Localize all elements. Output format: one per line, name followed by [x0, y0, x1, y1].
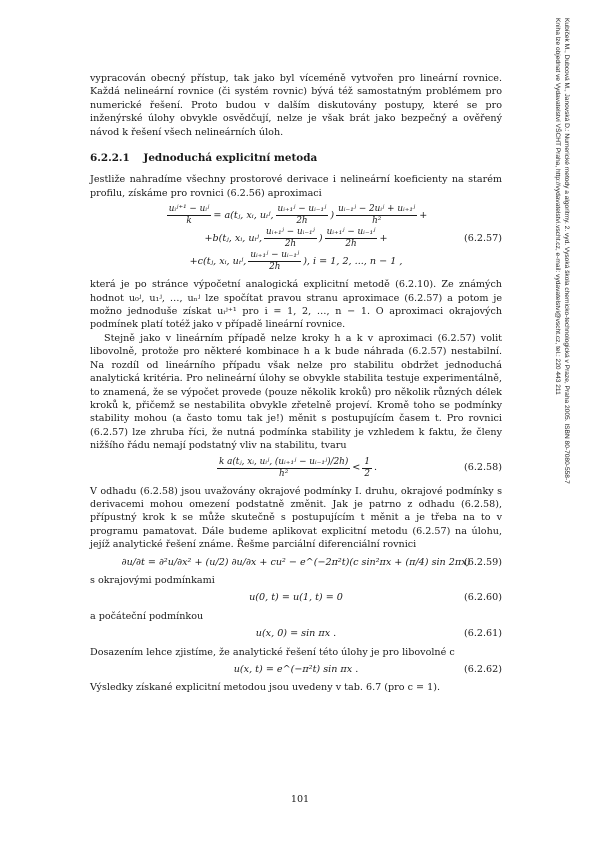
row1-fraction-b-den: h²	[372, 216, 382, 227]
copyright-text	[553, 18, 571, 484]
paragraph-stability: Stejně jako v lineárním případě nelze kroky h a k v aproximaci (6.2.57) volit libovolně, protože pro některé kombinace h a k bude náhrada (6.2.57) nestabilní. Na rozdíl od lineárního případu však nelze pro stabilitu obdržet jednoduchá analytická kritéria. Pro nelineární úlohy se obvykle stabilita testuje experimentálně, to znamená, že se výpočet provede (pouze několik kroků) pro několik různých délek kroků k, přičemž se nestabilita obvykle zřetelně projeví. Kromě toho se podmínky stability mohou (a často tomu tak je!) měnit s postupujícím časem t. Pro rovnici (6.2.57) lze zhruba říci, že nutná podmínka stability je vzhledem k faktu, že členy nižšího řádu nemají podstatný vliv na stabilitu, tvaru	[90, 332, 502, 452]
equation-6-2-58	[90, 457, 502, 480]
row1-start: = a(tⱼ, xᵢ, uᵢʲ,	[213, 210, 274, 222]
stability-rhs-den: 2	[364, 468, 370, 479]
equation-number: (6.2.62)	[463, 664, 502, 675]
equation-6-2-57	[90, 204, 502, 273]
equation-number: (6.2.60)	[463, 592, 502, 604]
row1-fraction-a	[276, 204, 329, 227]
equation-number: (6.2.61)	[463, 628, 502, 640]
pde-expression: ∂u/∂t = ∂²u/∂x² + (u/2) ∂u/∂x + cu² − e^(−2π²t)(c sin²πx + (π/4) sin 2πx)	[121, 556, 471, 568]
paragraph-analytic-solution: Dosazením lehce zjistíme, že analytické řešení této úlohy je pro libovolné c	[90, 646, 455, 658]
equation-number: (6.2.59)	[463, 556, 502, 568]
lhs-numerator: uᵢʲ⁺¹ − uᵢʲ	[168, 204, 210, 215]
row1-fraction-b	[336, 204, 417, 227]
row2-fraction-a-num: uᵢ₊₁ʲ − uᵢ₋₁ʲ	[266, 227, 315, 238]
row1-fraction-a-den: 2h	[296, 216, 308, 227]
equation-6-2-58-row	[90, 457, 502, 480]
stability-rhs	[362, 457, 372, 480]
stability-relation: <	[352, 462, 361, 474]
copyright-sidebar	[551, 18, 571, 578]
stability-numerator: k a(tⱼ, xᵢ, uᵢʲ, (uᵢ₊₁ʲ − uᵢ₋₁ʲ)/2h)	[219, 456, 349, 467]
paragraph-initial-condition: a počáteční podmínkou	[90, 610, 204, 622]
row1-fraction-b-num: uᵢ₋₁ʲ − 2uᵢʲ + uᵢ₊₁ʲ	[338, 204, 416, 215]
row3-close: ), i = 1, 2, ..., n − 1 ,	[303, 256, 403, 268]
equation-number: (6.2.57)	[463, 233, 502, 245]
boundary-condition-expression: u(0, t) = u(1, t) = 0	[249, 592, 343, 604]
lhs-fraction	[167, 204, 212, 227]
order-info-line: Kniha lze objednat ve Vydavatelství VŠCHT Praha, http://vydavatelstvi.vscht.cz, e-mail: vydavatelstvi@vscht.cz, tel.: 220 443 211	[554, 18, 561, 395]
row2-fraction-a	[264, 227, 317, 250]
stability-denominator: h²	[279, 468, 289, 479]
analytic-solution-expression: u(x, t) = e^(−π²t) sin πx .	[233, 664, 359, 675]
equation-row-1	[90, 204, 502, 227]
section-heading	[90, 152, 502, 165]
equation-number: (6.2.58)	[463, 462, 502, 474]
section-number: 6.2.2.1	[90, 152, 130, 165]
row2-plus: +	[379, 233, 388, 245]
citation-line: Kubíček M., Dubcová M., Janovská D.: Numerické metody a algoritmy. 2. vyd. Vysoká škola chemicko-technologická v Praze, Praha 2005. ISBN 80-7080-558-7	[563, 18, 570, 484]
paragraph-approximation: Jestliže nahradíme všechny prostorové derivace i nelineární koeficienty na starém profilu, získáme pro rovnici (6.2.56) aproximaci	[90, 174, 502, 199]
row2-start: +b(tⱼ, xᵢ, uᵢʲ,	[204, 233, 263, 245]
equation-6-2-62-row	[90, 663, 502, 676]
stability-fraction	[217, 457, 350, 480]
equation-6-2-59	[90, 556, 502, 569]
paragraph-explicit-analogy: která je po stránce výpočetní analogická explicitní metodě (6.2.10). Ze známých hodnot u₀ʲ, u₁ʲ, …, uₙʲ lze spočítat pravou stranu aproximace (6.2.57) a potom je možno jednoduše získat uᵢʲ⁺¹ pro i = 1, 2, …, n − 1. O aproximaci okrajových podmínek platí totéž jako v případě lineární rovnice.	[90, 279, 502, 331]
equation-6-2-62	[90, 663, 502, 676]
row2-fraction-a-den: 2h	[284, 239, 297, 250]
row1-plus: +	[419, 210, 428, 222]
initial-condition-expression: u(x, 0) = sin πx .	[255, 628, 337, 640]
paragraph-results: Výsledky získané explicitní metodou jsou uvedeny v tab. 6.7 (pro c = 1).	[90, 682, 440, 694]
equation-6-2-60-row	[90, 591, 502, 604]
page-number: 101	[290, 794, 310, 805]
row2-fraction-b-num: uᵢ₊₁ʲ − uᵢ₋₁ʲ	[326, 227, 376, 238]
row2-close: )	[318, 233, 323, 245]
section-title: Jednoduchá explicitní metoda	[143, 152, 318, 165]
row1-close: )	[330, 210, 335, 222]
row3-fraction-a-num: uᵢ₊₁ʲ − uᵢ₋₁ʲ	[250, 250, 300, 261]
equation-6-2-61-row	[90, 627, 502, 640]
stability-tail: .	[373, 462, 377, 474]
equation-row-3	[90, 250, 502, 273]
row3-fraction-a-den: 2h	[269, 262, 281, 273]
row2-fraction-b-den: 2h	[345, 239, 357, 250]
equation-6-2-61	[90, 627, 502, 640]
row3-start: +c(tⱼ, xᵢ, uᵢʲ,	[189, 256, 247, 268]
paragraph-boundary-note: V odhadu (6.2.58) jsou uvažovány okrajové podmínky I. druhu, okrajové podmínky s derivacemi mohou omezení podstatně změnit. Jak je patrno z odhadu (6.2.58), přípustný krok k se může skutečně s postupujícím t měnit a je třeba na to v programu pamatovat. Dále budeme aplikovat explicitní metodu (6.2.57) na úlohu, jejíž analytické řešení známe. Řešme parciální diferenciální rovnici	[90, 485, 502, 551]
equation-6-2-60	[90, 591, 502, 604]
paragraph-intro: vypracován obecný přístup, tak jako byl víceméně vytvořen pro lineární rovnice. Každá nelineární rovnice (či systém rovnic) bývá též samostatným problémem pro numerické řešení. Proto budou v dalším diskutovány postupy, které se pro inženýrské úlohy obvykle osvědčují, nelze je však brát jako bezpečný a ověřený návod k řešení všech nelineárních úloh.	[90, 73, 502, 138]
equation-row-2	[90, 227, 502, 250]
equation-6-2-59-row	[90, 556, 502, 569]
lhs-denominator: k	[186, 216, 192, 227]
row1-fraction-a-num: uᵢ₊₁ʲ − uᵢ₋₁ʲ	[277, 204, 327, 215]
paragraph-boundary-conditions: s okrajovými podmínkami	[90, 574, 215, 586]
row3-fraction-a	[248, 250, 301, 273]
row2-fraction-b	[325, 227, 378, 250]
stability-rhs-num: 1	[364, 456, 370, 467]
page-body	[90, 72, 502, 695]
